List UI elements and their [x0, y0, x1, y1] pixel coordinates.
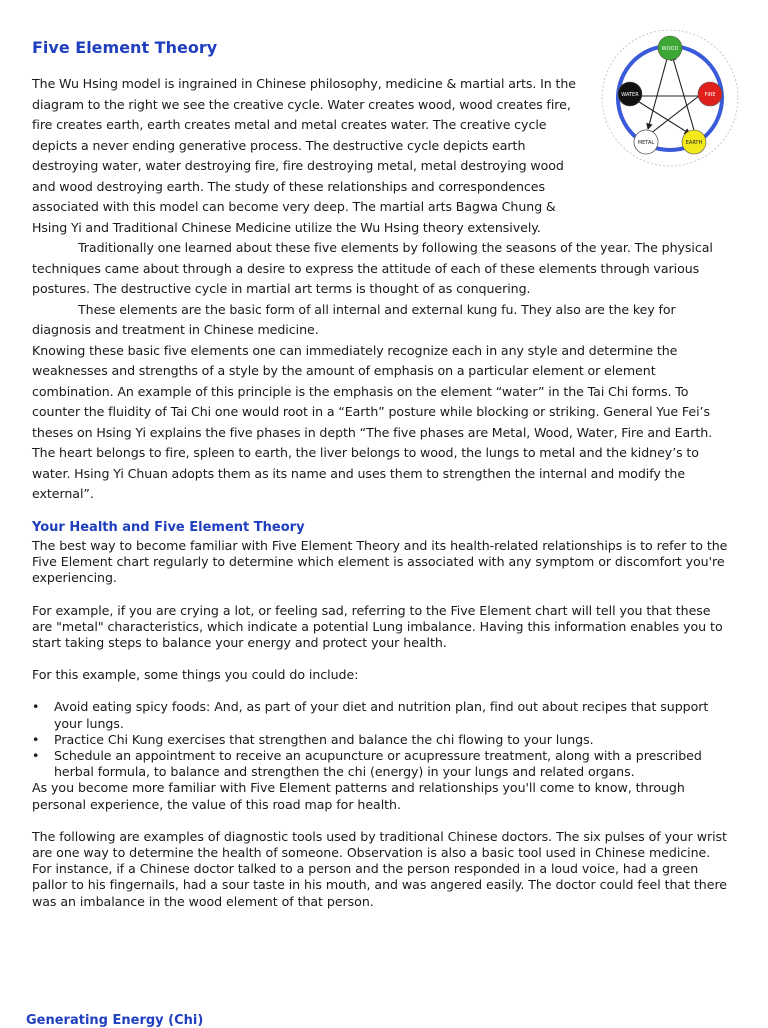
page-title: Five Element Theory: [32, 38, 218, 57]
bullet-icon: •: [32, 748, 40, 764]
list-item: [32, 731, 732, 748]
list-item-text: Avoid eating spicy foods: And, as part of your diet and nutrition plan, find out about recipes that support your lungs.: [54, 699, 709, 731]
list-item-text: Practice Chi Kung exercises that strengthen and balance the chi flowing to your lungs.: [54, 731, 594, 747]
element-metal-label: METAL: [637, 140, 655, 146]
element-wood: [658, 36, 682, 60]
health-paragraph-3: For this example, some things you could do include:: [32, 667, 359, 683]
intro-paragraph-3: These elements are the basic form of all internal and external kung fu. They also are the key for diagnosis and treatment in Chinese medicine.: [32, 301, 676, 337]
health-paragraph-2: For example, if you are crying a lot, or feeling sad, referring to the Five Element chart will tell you that these are "metal" characteristics, which indicate a potential Lung imbalance. Having this information enables you to start taking steps to balance your energy and protect your health.: [32, 602, 723, 651]
list-item: [32, 699, 732, 731]
health-paragraph-1: The best way to become familiar with Five Element Theory and its health-related relationships is to refer to the Five Element chart regularly to determine which element is associated with any symptom or discomfort you're experiencing.: [32, 538, 728, 586]
health-paragraph-5: The following are examples of diagnostic tools used by traditional Chinese doctors. The six pulses of your wrist are one way to determine the health of someone. Observation is also a basic tool used in Chinese medicine. For instance, if a Chinese doctor talked to a person and the person responded in a loud voice, had a green pallor to his fingernails, had a sour taste in his mouth, and was angered easily. The doctor could feel that there was an imbalance in the wood element of that person.: [32, 828, 727, 909]
health-section: [32, 538, 732, 926]
bullet-icon: •: [32, 699, 40, 715]
health-bullet-list: [32, 699, 732, 780]
health-paragraph-4: As you become more familiar with Five Element patterns and relationships you'll come to know, through personal experience, the value of this road map for health.: [32, 780, 685, 812]
generating-energy-heading: Generating Energy (Chi): [26, 1013, 204, 1028]
bullet-icon: •: [32, 731, 40, 747]
intro-section: [32, 74, 722, 505]
list-item-text: Schedule an appointment to receive an acupuncture or acupressure treatment, along with a prescribed herbal formula, to balance and strengthen the chi (energy) in your lungs and related organs.: [54, 748, 702, 780]
element-earth-label: EARTH: [685, 140, 703, 146]
intro-paragraph-1: The Wu Hsing model is ingrained in Chinese philosophy, medicine & martial arts. In the diagram to the right we see the creative cycle. Water creates wood, wood creates fire, fire creates earth, earth creates metal and metal creates water. The creative cycle depicts a never ending generative process. The destructive cycle depicts earth destroying water, water destroying fire, fire destroying metal, metal destroying wood and wood destroying earth. The study of these relationships and correspondences associated with this model can become very deep. The martial arts Bagwa Chung & Hsing Yi and Traditional Chinese Medicine utilize the Wu Hsing theory extensively.: [32, 76, 576, 235]
intro-paragraph-4: Knowing these basic five elements one can immediately recognize each in any style and determine the weaknesses and strengths of a style by the amount of emphasis on a particular element or element combination. An example of this principle is the emphasis on the element “water” in the Tai Chi forms. To counter the fluidity of Tai Chi one would root in a “Earth” posture while blocking or striking. General Yue Fei’s theses on Hsing Yi explains the five phases in depth “The five phases are Metal, Wood, Water, Fire and Earth. The heart belongs to fire, spleen to earth, the liver belongs to wood, the lungs to metal and the kidney’s to water. Hsing Yi Chuan adopts them as its name and uses them to strengthen the internal and modify the external”.: [32, 342, 713, 501]
element-wood-label: WOOD: [661, 46, 679, 52]
list-item: [32, 748, 732, 780]
element-water-label: WATER: [621, 92, 639, 98]
element-fire-label: FIRE: [704, 92, 716, 98]
health-section-heading: Your Health and Five Element Theory: [32, 520, 305, 535]
intro-paragraph-2: Traditionally one learned about these five elements by following the seasons of the year. The physical techniques came about through a desire to express the attitude of each of these elements through various postures. The destructive cycle in martial art terms is thought of as conquering.: [32, 240, 713, 296]
